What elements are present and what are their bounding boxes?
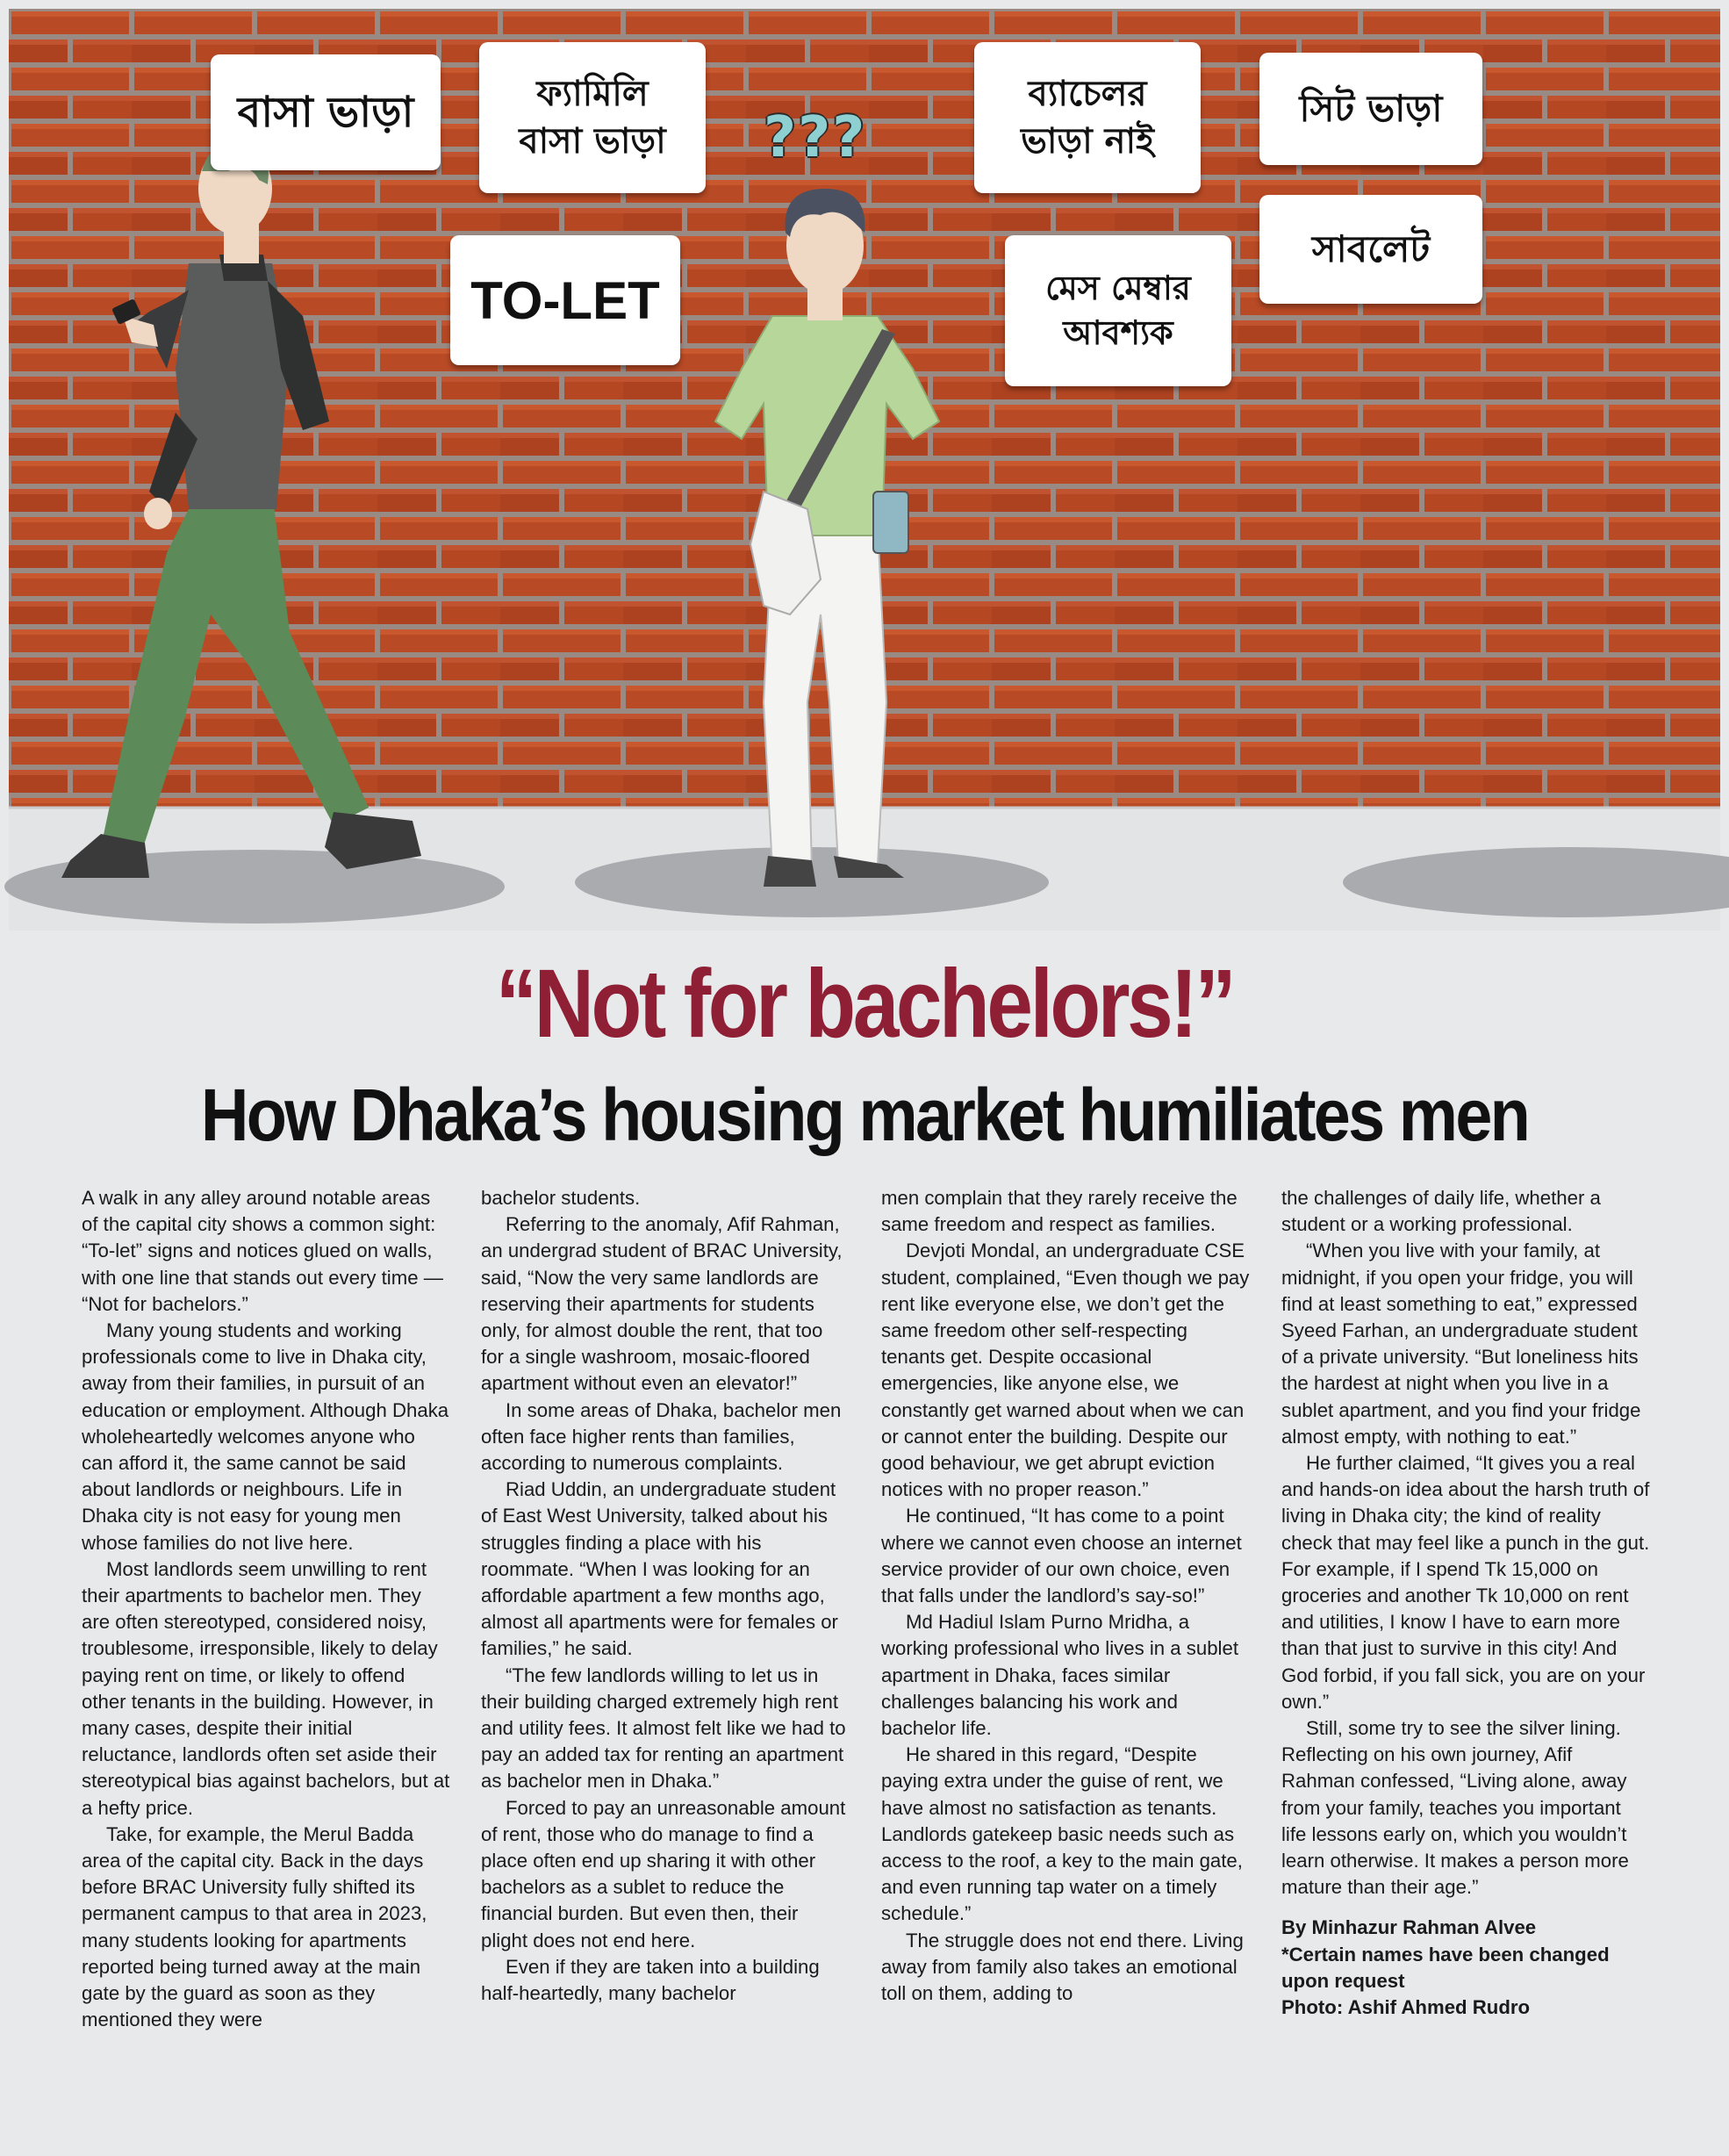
paragraph: Most landlords seem unwilling to rent their apartments to bachelor men. They are often stereotyped, considered noisy, troublesome, irresponsible, likely to delay paying rent on time, or likely to offend other tenants in the building. However, in many cases, despite their initial reluctance, landlords often set aside their stereotypical bias against bachelors, but at a hefty price.	[82, 1557, 450, 1819]
paragraph: He continued, “It has come to a point where we cannot even choose an internet service provider of our own choice, even that falls under the landlord’s say-so!”	[881, 1505, 1242, 1607]
sign-sublet	[1259, 195, 1482, 304]
paragraph: The struggle does not end there. Living away from family also takes an emotional toll on them, adding to	[881, 1929, 1244, 2005]
credits	[1281, 1915, 1650, 2021]
question-marks: ???	[764, 105, 867, 170]
sign-to-let	[450, 235, 680, 365]
paragraph: A walk in any alley around notable areas of the capital city shows a common sight: “To-let” signs and notices glued on walls, with one line that stands out every time — “Not for bachelors.”	[82, 1187, 443, 1315]
sign-family-basa-vara-text: ফ্যামিলি বাসা ভাড়া	[519, 74, 666, 162]
paragraph: Riad Uddin, an undergraduate student of East West University, talked about his struggles finding a place with his roommate. “When I was looking for an affordable apartment a few months ago, almost all apartments were for females or families,” he said.	[481, 1478, 838, 1660]
article-column-4	[1281, 1185, 1650, 2021]
paragraph: In some areas of Dhaka, bachelor men often face higher rents than families, according to numerous complaints.	[481, 1398, 842, 1475]
paragraph: Still, some try to see the silver lining. Reflecting on his own journey, Afif Rahman confessed, “Living alone, away from your family, teaches you important life lessons early on, which you wouldn’t learn otherwise. It makes a person more mature than their age.”	[1281, 1717, 1629, 1899]
byline: By Minhazur Rahman Alvee	[1281, 1916, 1537, 1939]
paragraph: bachelor students.	[481, 1187, 641, 1209]
paragraph: Many young students and working professionals come to live in Dhaka city, away from their families, in pursuit of an education or employment. Although Dhaka wholeheartedly welcomes anyone who can afford it, the same cannot be said about landlords or neighbours. Life in Dhaka city is not easy for young men whose families do not live here.	[82, 1319, 449, 1554]
sign-mess-member	[1005, 235, 1231, 386]
article-column-2	[481, 1185, 850, 2007]
article-column-1	[82, 1185, 450, 2034]
paragraph: Forced to pay an unreasonable amount of rent, those who do manage to find a place often end up sharing it with other bachelors as a sublet to reduce the financial burden. But even then, their plight does not end here.	[481, 1796, 846, 1951]
paragraph: Devjoti Mondal, an undergraduate CSE student, complained, “Even though we pay rent like everyone else, we don’t get the same freedom other self-respecting tenants get. Despite occasional emergencies, like anyone else, we constantly get warned about when we can or cannot enter the building. Despite our good behaviour, we get abrupt eviction notices with no proper reason.”	[881, 1240, 1250, 1501]
sign-bachelor-vara-nai	[974, 42, 1201, 193]
article-column-3	[881, 1185, 1250, 2007]
headline-main: “Not for bachelors!”	[495, 950, 1234, 1058]
paragraph: “The few landlords willing to let us in their building charged extremely high rent and utility fees. It almost felt like we had to pay an added tax for renting an apartment as bachelor men in Dhaka.”	[481, 1664, 846, 1793]
paragraph: Even if they are taken into a building half-heartedly, many bachelor	[481, 1955, 820, 2005]
sign-seat-vara	[1259, 53, 1482, 165]
names-changed-note: *Certain names have been changed upon request	[1281, 1943, 1610, 1992]
sign-to-let-text: TO-LET	[470, 270, 660, 330]
paragraph: Md Hadiul Islam Purno Mridha, a working professional who lives in a sublet apartment in Dhaka, faces similar challenges balancing his work and bachelor life.	[881, 1611, 1238, 1740]
headline-sub: How Dhaka’s housing market humiliates men	[200, 1074, 1529, 1156]
paragraph: Take, for example, the Merul Badda area of the capital city. Back in the days before BRAC University fully shifted its permanent campus to that area in 2023, many students looking for apartments reported being turned away at the main gate by the guard as soon as they mentioned they were	[82, 1822, 427, 2031]
sign-basa-vara	[211, 54, 441, 170]
paragraph: Referring to the anomaly, Afif Rahman, an undergrad student of BRAC University, said, “Now the very same landlords are reserving their apartments for students only, for almost double the rent, that too for a single washroom, mosaic-floored apartment without even an elevator!”	[481, 1213, 843, 1395]
sign-bachelor-vara-nai-text: ব্যাচেলর ভাড়া নাই	[1021, 74, 1154, 162]
sign-seat-vara-text: সিট ভাড়া	[1299, 86, 1443, 130]
photo-credit: Photo: Ashif Ahmed Rudro	[1281, 1996, 1531, 2019]
paragraph: “When you live with your family, at midnight, if you open your fridge, you will find at least something to eat,” expressed Syeed Farhan, an undergraduate student of a private university. “But loneliness hits the hardest at night when you live in a sublet apartment, and you find your fridge almost empty, with nothing to eat.”	[1281, 1240, 1641, 1448]
sign-mess-member-text: মেস মেম্বার আবশ্যক	[1045, 268, 1191, 352]
sign-family-basa-vara	[479, 42, 706, 193]
paragraph: He further claimed, “It gives you a real and hands-on idea about the harsh truth of living in Dhaka city; the kind of reality check that may feel like a punch in the gut. For example, if I spend Tk 15,000 on groceries and another Tk 10,000 on rent and utilities, I know I have to earn more than that just to survive in this city! And God forbid, if you fall sick, you are on your own.”	[1281, 1452, 1650, 1713]
paragraph: He shared in this regard, “Despite paying extra under the guise of rent, we have almost no satisfaction as tenants. Landlords gatekeep basic needs such as access to the roof, a key to the main gate, and even running tap water on a timely schedule.”	[881, 1743, 1243, 1925]
sign-basa-vara-text: বাসা ভাড়া	[237, 87, 414, 137]
paragraph: men complain that they rarely receive the same freedom and respect as families.	[881, 1187, 1238, 1236]
paragraph: the challenges of daily life, whether a student or a working professional.	[1281, 1187, 1601, 1236]
sign-sublet-text: সাবলেট	[1311, 226, 1431, 270]
